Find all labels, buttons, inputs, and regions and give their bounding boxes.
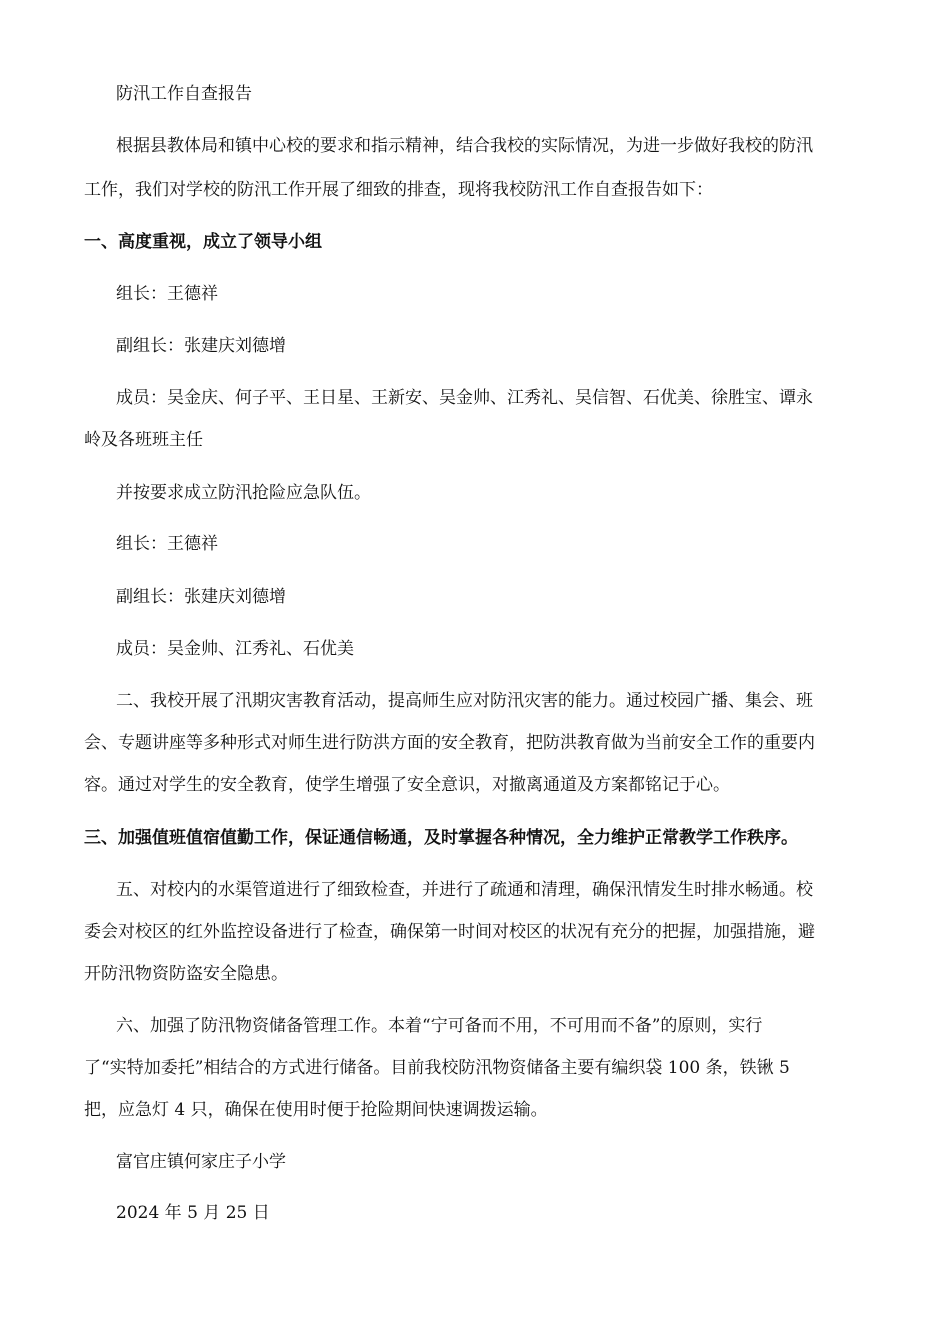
team-deputy-line: 副组长：张建庆刘德增 — [116, 587, 286, 607]
paragraph-line: 五、对校内的水渠管道进行了细致检查，并进行了疏通和清理，确保汛情发生时排水畅通。校 — [116, 880, 813, 900]
intro-line: 工作，我们对学校的防汛工作开展了细致的排查，现将我校防汛工作自查报告如下： — [84, 180, 713, 200]
team-members-line: 成员：吴金帅、江秀礼、石优美 — [116, 639, 354, 659]
team-leader-line: 组长：王德祥 — [116, 534, 218, 554]
paragraph-line: 会、专题讲座等多种形式对师生进行防洪方面的安全教育，把防洪教育做为当前安全工作的重要内 — [84, 733, 815, 753]
paragraph-line: 开防汛物资防盗安全隐患。 — [84, 964, 288, 984]
leader-line: 组长：王德祥 — [116, 284, 218, 304]
document-title: 防汛工作自查报告 — [116, 84, 252, 104]
paragraph-line: 把，应急灯 4 只，确保在使用时便于抢险期间快速调拨运输。 — [84, 1100, 548, 1120]
team-intro-line: 并按要求成立防汛抢险应急队伍。 — [116, 483, 371, 503]
deputy-line: 副组长：张建庆刘德增 — [116, 336, 286, 356]
intro-line: 根据县教体局和镇中心校的要求和指示精神，结合我校的实际情况，为进一步做好我校的防汛 — [116, 136, 813, 156]
members-line: 成员：吴金庆、何子平、王日星、王新安、吴金帅、江秀礼、吴信智、石优美、徐胜宝、谭永 — [116, 388, 813, 408]
paragraph-line: 二、我校开展了汛期灾害教育活动，提高师生应对防汛灾害的能力。通过校园广播、集会、班 — [116, 691, 813, 711]
members-line: 岭及各班班主任 — [84, 430, 203, 450]
paragraph-line: 容。通过对学生的安全教育，使学生增强了安全意识，对撤离通道及方案都铭记于心。 — [84, 775, 730, 795]
paragraph-line: 六、加强了防汛物资储备管理工作。本着“宁可备而不用，不可用而不备”的原则，实行 — [116, 1016, 763, 1036]
section-heading: 三、加强值班值宿值勤工作，保证通信畅通，及时掌握各种情况，全力维护正常教学工作秩序。 — [84, 828, 798, 848]
date: 2024 年 5 月 25 日 — [116, 1203, 270, 1223]
paragraph-line: 委会对校区的红外监控设备进行了检查，确保第一时间对校区的状况有充分的把握，加强措施，避 — [84, 922, 815, 942]
signature: 富官庄镇何家庄子小学 — [116, 1152, 286, 1172]
paragraph-line: 了“实特加委托”相结合的方式进行储备。目前我校防汛物资储备主要有编织袋 100 条，铁锹 5 — [84, 1058, 790, 1078]
section-heading: 一、高度重视，成立了领导小组 — [84, 232, 322, 252]
